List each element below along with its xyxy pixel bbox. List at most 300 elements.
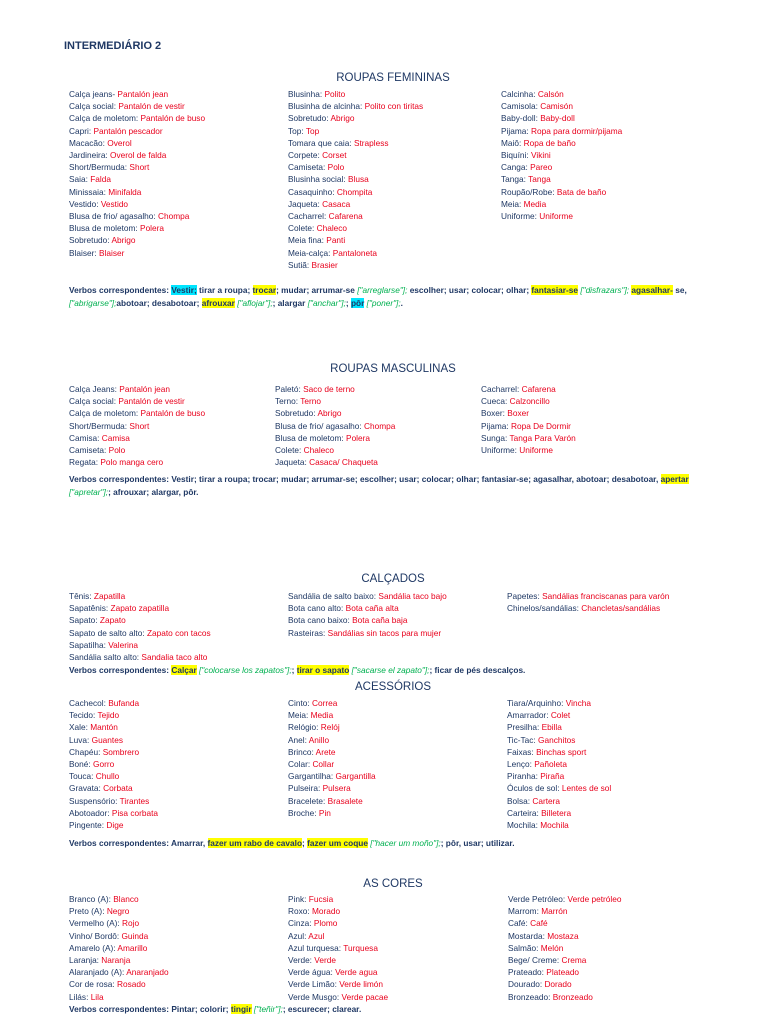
spanish-translation: Chaleco	[303, 445, 335, 456]
portuguese-term: Anel:	[288, 734, 309, 745]
vocab-entry	[288, 234, 423, 246]
spanish-translation: Abrigo	[317, 408, 342, 419]
vocab-entry	[69, 697, 158, 709]
highlighted-verb: Calçar	[171, 665, 197, 675]
portuguese-term: Verde Petróleo:	[508, 894, 568, 904]
vocab-entry	[69, 395, 205, 407]
vocab-entry	[69, 709, 158, 721]
portuguese-term: Corpete:	[288, 150, 323, 161]
portuguese-term: Chapéu:	[69, 746, 103, 757]
vocab-entry	[69, 905, 169, 917]
portuguese-term: Minissaia:	[69, 186, 109, 197]
vocab-entry	[501, 161, 622, 173]
verbs-text: ; pôr, usar; utilizar.	[440, 838, 515, 848]
vocab-entry	[69, 758, 158, 770]
vocab-entry	[69, 88, 205, 100]
portuguese-term: Colete:	[288, 223, 317, 234]
column	[508, 893, 622, 1003]
vocab-entry	[69, 770, 158, 782]
spanish-translation: Short	[129, 420, 150, 431]
vocab-entry	[288, 709, 376, 721]
vocab-entry	[508, 930, 622, 942]
highlighted-verb: agasalhar-	[631, 285, 673, 295]
portuguese-term: Bege/ Creme:	[508, 955, 562, 966]
portuguese-term: Piranha:	[507, 771, 541, 782]
portuguese-term: Blusa de moletom:	[69, 223, 141, 234]
spanish-translation: Polito con tiritas	[364, 101, 424, 112]
vocab-entry	[69, 125, 205, 137]
spanish-translation: Bota caña baja	[352, 615, 408, 626]
vocab-entry	[288, 734, 376, 746]
vocab-entry	[288, 770, 376, 782]
vocab-entry	[507, 770, 611, 782]
portuguese-term: Café:	[508, 918, 531, 929]
verbs-paragraph	[69, 664, 719, 677]
portuguese-term: Boxer:	[481, 408, 508, 419]
verbs-text: ; afrouxar; alargar, pôr.	[108, 486, 199, 497]
spanish-translation: Verde	[314, 955, 336, 966]
vocab-entry	[507, 721, 611, 733]
spanish-translation: Terno	[300, 396, 321, 407]
portuguese-term: Amarrador:	[507, 710, 551, 721]
column	[69, 590, 211, 663]
spanish-translation: Arete	[315, 746, 336, 757]
verbs-text: ; escurecer; clarear.	[282, 1004, 362, 1014]
portuguese-term: Bota cano baixo:	[288, 615, 353, 626]
vocab-entry	[275, 456, 395, 468]
portuguese-term: Abotoador:	[69, 807, 112, 818]
portuguese-term: Sapato:	[69, 615, 100, 626]
spanish-translation: Baby-doll	[540, 113, 575, 124]
vocab-entry	[501, 186, 622, 198]
vocab-entry	[288, 930, 388, 942]
vocab-entry	[481, 383, 576, 395]
highlighted-verb: trocar	[252, 285, 277, 295]
vocab-entry	[481, 432, 576, 444]
spanish-translation: Zapato zapatilla	[110, 603, 170, 614]
spanish-translation: Overol de falda	[110, 150, 167, 161]
spanish-translation: Pareo	[530, 162, 553, 173]
section-title-acessorios: ACESSÓRIOS	[354, 681, 432, 693]
spanish-translation: Casaca	[322, 198, 351, 209]
vocab-entry	[69, 173, 205, 185]
spanish-gloss: ["sacarse el zapato"];	[351, 665, 430, 675]
portuguese-term: Short/Bermuda:	[69, 420, 130, 431]
vocab-entry	[69, 383, 205, 395]
verbs-text: abotoar; desabotoar;	[116, 297, 202, 308]
spanish-translation: Chancletas/sandálias	[581, 603, 661, 614]
vocab-entry	[69, 210, 205, 222]
verbs-paragraph	[69, 837, 719, 850]
section-title-as-cores: AS CORES	[363, 878, 423, 890]
vocab-entry	[507, 602, 669, 614]
spanish-translation: Relój	[320, 722, 340, 733]
portuguese-term: Regata:	[69, 457, 101, 468]
vocab-entry	[69, 456, 205, 468]
vocab-entry	[288, 905, 388, 917]
spanish-translation: Camisa	[101, 432, 130, 443]
spanish-translation: Fucsia	[308, 894, 334, 904]
portuguese-term: Vinho/ Bordô:	[69, 930, 122, 941]
portuguese-term: Sapato de salto alto:	[69, 627, 147, 638]
portuguese-term: Relógio:	[288, 722, 321, 733]
spanish-translation: Pantalón de vestir	[118, 396, 185, 407]
vocab-entry	[69, 966, 169, 978]
vocab-entry	[69, 161, 205, 173]
portuguese-term: Tic-Tac:	[507, 734, 539, 745]
portuguese-term: Bronzeado:	[508, 991, 553, 1002]
column	[69, 383, 205, 468]
verbs-text: Verbos correspondentes: Amarrar,	[69, 838, 208, 848]
vocab-entry	[69, 112, 205, 124]
spanish-translation: Gargantilla	[335, 771, 376, 782]
portuguese-term: Branco (A):	[69, 894, 114, 904]
vocab-entry	[288, 173, 423, 185]
vocab-entry	[69, 198, 205, 210]
portuguese-term: Calça de moletom:	[69, 408, 141, 419]
vocab-entry	[507, 709, 611, 721]
verbs-text: ;	[345, 297, 351, 308]
vocab-entry	[275, 420, 395, 432]
portuguese-term: Sobretudo:	[288, 113, 331, 124]
portuguese-term: Camisola:	[501, 101, 541, 112]
spanish-translation: Verde petróleo	[567, 894, 622, 904]
spanish-translation: Pantalón jean	[119, 384, 171, 394]
verbs-text: Verbos correspondentes: Vestir; tirar a roupa; trocar; mudar; arrumar-se; escolher; usar; colocar; olhar; fantasiar-se; agasalhar, abotoar; desabotoar,	[69, 474, 661, 484]
vocab-entry	[507, 590, 669, 602]
spanish-translation: Pin	[318, 807, 331, 818]
spanish-translation: Sombrero	[102, 746, 140, 757]
verbs-text: ; ficar de pés descalços.	[429, 665, 526, 675]
spanish-translation: Turquesa	[343, 942, 378, 953]
spanish-translation: Lila	[90, 991, 104, 1002]
spanish-translation: Media	[310, 710, 334, 721]
vocab-entry	[288, 807, 376, 819]
vocab-entry	[69, 819, 158, 831]
portuguese-term: Presilha:	[507, 722, 542, 733]
spanish-translation: Polito	[324, 89, 346, 99]
vocab-entry	[288, 137, 423, 149]
column	[288, 88, 423, 271]
portuguese-term: Tecido:	[69, 710, 98, 721]
vocab-entry	[288, 88, 423, 100]
spanish-translation: Chompa	[364, 420, 396, 431]
vocab-entry	[288, 259, 423, 271]
portuguese-term: Mochila:	[507, 820, 541, 831]
portuguese-term: Lenço:	[507, 759, 535, 770]
portuguese-term: Camiseta:	[288, 162, 328, 173]
vocab-entry	[288, 954, 388, 966]
portuguese-term: Pingente:	[69, 820, 107, 831]
spanish-translation: Tirantes	[119, 795, 150, 806]
spanish-translation: Ropa De Dormir	[510, 420, 571, 431]
vocab-entry	[507, 734, 611, 746]
vocab-entry	[501, 112, 622, 124]
spanish-translation: Ropa para dormir/pijama	[530, 125, 623, 136]
verbs-paragraph	[69, 473, 719, 498]
vocab-entry	[508, 954, 622, 966]
portuguese-term: Blusinha social:	[288, 174, 348, 185]
portuguese-term: Óculos de sol:	[507, 783, 562, 794]
portuguese-term: Blusa de frio/ agasalho:	[69, 211, 159, 222]
vocab-entry	[288, 590, 447, 602]
spanish-translation: Overol	[107, 137, 132, 148]
vocab-entry	[288, 991, 388, 1003]
vocab-entry	[69, 444, 205, 456]
vocab-entry	[288, 746, 376, 758]
spanish-translation: Strapless	[353, 137, 389, 148]
vocab-entry	[288, 161, 423, 173]
portuguese-term: Dourado:	[508, 979, 545, 990]
portuguese-term: Pijama:	[501, 125, 531, 136]
portuguese-term: Biquíni:	[501, 150, 531, 161]
spanish-translation: Short	[129, 162, 150, 173]
verbs-paragraph	[69, 284, 719, 309]
highlighted-verb: fazer um rabo de cavalo	[207, 838, 303, 848]
vocab-entry	[69, 137, 205, 149]
spanish-translation: Plateado	[546, 967, 580, 978]
vocab-entry	[69, 978, 169, 990]
vocab-entry	[288, 893, 388, 905]
portuguese-term: Casaquinho:	[288, 186, 337, 197]
portuguese-term: Touca:	[69, 771, 96, 782]
spanish-translation: Mantón	[90, 722, 118, 733]
spanish-translation: Tanga	[528, 174, 551, 185]
vocab-entry	[69, 782, 158, 794]
portuguese-term: Terno:	[275, 396, 301, 407]
vocab-entry	[508, 917, 622, 929]
highlighted-verb: pôr	[350, 297, 365, 308]
vocab-entry	[275, 444, 395, 456]
vocab-entry	[275, 432, 395, 444]
portuguese-term: Preto (A):	[69, 906, 107, 917]
spanish-gloss: ["teñir"];	[253, 1004, 283, 1014]
highlighted-verb: Vestir;	[171, 285, 197, 295]
portuguese-term: Tomara que caia:	[288, 137, 354, 148]
spanish-translation: Abrigo	[111, 235, 136, 246]
portuguese-term: Brinco:	[288, 746, 316, 757]
vocab-entry	[508, 966, 622, 978]
vocab-entry	[69, 149, 205, 161]
spanish-translation: Casaca/ Chaqueta	[309, 457, 378, 468]
verbs-text: ;	[291, 665, 297, 675]
portuguese-term: Boné:	[69, 759, 93, 770]
spanish-translation: Naranja	[101, 955, 131, 966]
verbs-paragraph	[69, 1003, 719, 1016]
portuguese-term: Jaqueta:	[275, 457, 310, 468]
portuguese-term: Azul turquesa:	[288, 942, 344, 953]
vocab-entry	[508, 978, 622, 990]
spanish-translation: Blanco	[113, 894, 139, 904]
portuguese-term: Saia:	[69, 174, 91, 185]
spanish-translation: Azul	[308, 930, 325, 941]
column	[507, 590, 669, 614]
portuguese-term: Sapatênis:	[69, 603, 111, 614]
column	[501, 88, 622, 222]
vocab-entry	[481, 407, 576, 419]
column	[275, 383, 395, 468]
highlighted-verb: afrouxar	[201, 297, 235, 308]
vocab-entry	[507, 807, 611, 819]
vocab-entry	[288, 198, 423, 210]
vocab-entry	[275, 383, 395, 395]
portuguese-term: Blusinha:	[288, 89, 325, 99]
portuguese-term: Uniforme:	[501, 211, 540, 222]
portuguese-term: Colete:	[275, 445, 304, 456]
portuguese-term: Luva:	[69, 734, 92, 745]
spanish-translation: Amarillo	[117, 942, 148, 953]
spanish-translation: Pulsera	[322, 783, 351, 794]
portuguese-term: Jardineira:	[69, 150, 111, 161]
spanish-translation: Media	[523, 198, 547, 209]
vocab-entry	[288, 125, 423, 137]
vocab-entry	[69, 247, 205, 259]
portuguese-term: Pulseira:	[288, 783, 323, 794]
spanish-translation: Negro	[106, 906, 130, 917]
portuguese-term: Meia fina:	[288, 235, 327, 246]
vocab-entry	[69, 100, 205, 112]
portuguese-term: Salmão:	[508, 942, 541, 953]
vocab-entry	[69, 991, 169, 1003]
portuguese-term: Calça social:	[69, 101, 119, 112]
spanish-translation: Mochila	[540, 820, 569, 831]
portuguese-term: Bracelete:	[288, 795, 328, 806]
spanish-translation: Sandálias franciscanas para varón	[542, 591, 670, 601]
portuguese-term: Mostarda:	[508, 930, 548, 941]
vocab-entry	[508, 893, 622, 905]
portuguese-term: Roupão/Robe:	[501, 186, 557, 197]
portuguese-term: Gargantilha:	[288, 771, 336, 782]
vocab-entry	[507, 819, 611, 831]
portuguese-term: Faixas:	[507, 746, 537, 757]
vocab-entry	[501, 173, 622, 185]
vocab-entry	[508, 942, 622, 954]
portuguese-term: Baby-doll:	[501, 113, 541, 124]
portuguese-term: Sandália de salto baixo:	[288, 591, 379, 601]
portuguese-term: Papetes:	[507, 591, 543, 601]
spanish-gloss: ["aflojar"];	[237, 297, 273, 308]
portuguese-term: Cachecol:	[69, 698, 109, 708]
spanish-gloss: ["disfrazars"];	[580, 285, 630, 295]
portuguese-term: Blusa de moletom:	[275, 432, 347, 443]
highlighted-verb: apertar	[660, 474, 689, 484]
vocab-entry	[288, 758, 376, 770]
portuguese-term: Laranja:	[69, 955, 102, 966]
portuguese-term: Meia:	[288, 710, 311, 721]
spanish-translation: Tejido	[97, 710, 120, 721]
vocab-entry	[69, 942, 169, 954]
portuguese-term: Calça jeans-	[69, 89, 118, 99]
vocab-entry	[288, 917, 388, 929]
spanish-translation: Plomo	[313, 918, 338, 929]
spanish-translation: Pañoleta	[534, 759, 567, 770]
spanish-translation: Rosado	[116, 979, 146, 990]
portuguese-term: Azul:	[288, 930, 309, 941]
spanish-translation: Calsón	[537, 89, 564, 99]
spanish-translation: Polo	[327, 162, 345, 173]
portuguese-term: Jaqueta:	[288, 198, 323, 209]
portuguese-term: Maiô:	[501, 137, 524, 148]
spanish-translation: Blaiser	[98, 247, 125, 258]
spanish-translation: Pantalón pescador	[93, 125, 163, 136]
vocab-entry	[69, 746, 158, 758]
vocab-entry	[501, 100, 622, 112]
spanish-translation: Pantalón de buso	[140, 113, 206, 124]
vocab-entry	[288, 222, 423, 234]
vocab-entry	[288, 112, 423, 124]
vocab-entry	[69, 614, 211, 626]
spanish-translation: Saco de terno	[303, 384, 355, 394]
portuguese-term: Alaranjado (A):	[69, 967, 127, 978]
portuguese-term: Calça social:	[69, 396, 119, 407]
portuguese-term: Tiara/Arquinho:	[507, 698, 566, 708]
vocab-entry	[288, 627, 447, 639]
spanish-translation: Marrón	[541, 906, 568, 917]
vocab-entry	[69, 590, 211, 602]
section-title-roupas-femininas: ROUPAS FEMININAS	[336, 72, 450, 84]
vocab-entry	[69, 893, 169, 905]
spanish-gloss: ["colocarse los zapatos"];	[199, 665, 292, 675]
portuguese-term: Blaiser:	[69, 247, 99, 258]
vocab-entry	[508, 905, 622, 917]
vocab-entry	[501, 198, 622, 210]
vocab-entry	[288, 978, 388, 990]
vocab-entry	[507, 758, 611, 770]
spanish-translation: Anillo	[308, 734, 330, 745]
vocab-entry	[501, 88, 622, 100]
spanish-translation: Pantaloneta	[332, 247, 378, 258]
spanish-gloss: ["arreglarse"];	[357, 285, 408, 295]
spanish-translation: Pantalón jean	[117, 89, 169, 99]
vocab-entry	[288, 966, 388, 978]
spanish-translation: Rojo	[122, 918, 140, 929]
portuguese-term: Vermelho (A):	[69, 918, 123, 929]
spanish-translation: Boxer	[507, 408, 529, 419]
spanish-gloss: ["poner"];	[366, 297, 401, 308]
spanish-translation: Café	[530, 918, 548, 929]
portuguese-term: Xale:	[69, 722, 91, 733]
spanish-translation: Top	[305, 125, 320, 136]
spanish-translation: Chompa	[158, 211, 190, 222]
column	[69, 893, 169, 1003]
spanish-gloss: ["hacer um moño"];	[370, 838, 441, 848]
spanish-translation: Polo manga cero	[100, 457, 164, 468]
vocab-entry	[288, 247, 423, 259]
spanish-translation: Morado	[311, 906, 341, 917]
spanish-gloss: ["anchar"];	[307, 297, 346, 308]
vocab-entry	[69, 807, 158, 819]
vocab-entry	[501, 125, 622, 137]
portuguese-term: Vestido:	[69, 198, 101, 209]
spanish-translation: Uniforme	[519, 445, 553, 456]
spanish-translation: Crema	[561, 955, 587, 966]
spanish-translation: Pisa corbata	[111, 807, 159, 818]
portuguese-term: Sandália salto alto:	[69, 652, 142, 663]
vocab-entry	[275, 395, 395, 407]
spanish-translation: Dorado	[544, 979, 572, 990]
vocab-entry	[69, 639, 211, 651]
portuguese-term: Top:	[288, 125, 306, 136]
portuguese-term: Chinelos/sandálias:	[507, 603, 582, 614]
vocab-entry	[288, 149, 423, 161]
vocab-entry	[69, 954, 169, 966]
spanish-translation: Corset	[322, 150, 347, 161]
spanish-translation: Polo	[108, 445, 126, 456]
spanish-translation: Guantes	[91, 734, 123, 745]
vocab-entry	[288, 602, 447, 614]
vocab-entry	[481, 444, 576, 456]
spanish-translation: Valerina	[108, 639, 139, 650]
